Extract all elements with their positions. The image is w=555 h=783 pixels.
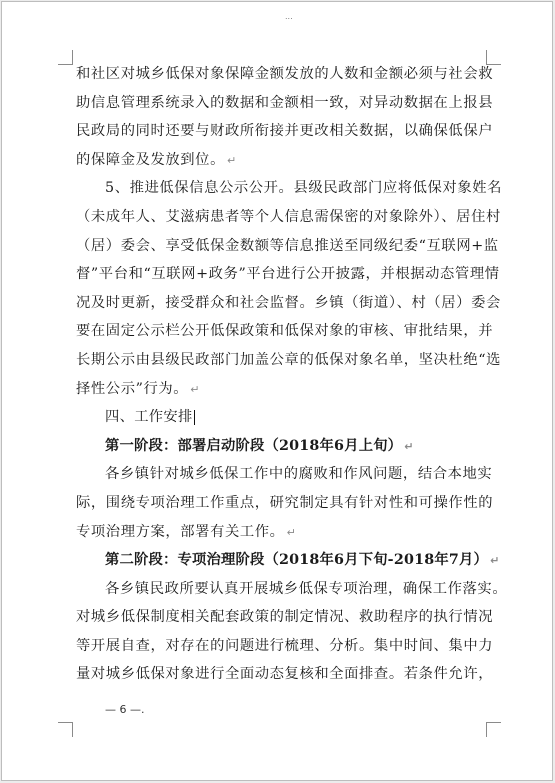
page-number: — 6 —. [105,703,145,716]
text-line [76,317,494,346]
phase-heading [76,432,488,461]
document-body[interactable] [76,60,508,689]
line-text: 等开展自查，对存在的问题进行梳理、分析。集中时间、集中力 [76,637,494,654]
text-line [76,289,501,318]
paragraph-mark-icon: ↵ [226,153,237,167]
text-line [76,603,494,632]
document-page [1,1,553,781]
line-text: 况及时更新，接受群众和社会监督。乡镇（街道）、村（居）委会 [76,294,501,311]
line-text: 长期公示由县级民政部门加盖公章的低保对象名单，坚决杜绝“选 [76,351,502,368]
header-mark: ... [285,12,293,21]
text-line [76,117,494,146]
line-text: 督”平台和“互联网+政务”平台进行公开披露，并根据动态管理情 [76,266,500,283]
text-line [76,575,508,604]
text-line [76,375,488,404]
crop-mark-bottom-left [58,722,73,737]
line-text: 对城乡低保制度相关配套政策的制定情况、救助程序的执行情况 [76,609,494,626]
paragraph-mark-icon: ↵ [404,439,414,453]
line-text: 和社区对城乡低保对象保障金额发放的人数和金额必须与社会救 [76,66,494,82]
line-text: 第二阶段：专项治理阶段（2018年6月下旬-2018年7月） [105,552,489,569]
text-line [76,89,494,118]
line-text: 际，围绕专项治理工作重点，研究制定具有针对性和可操作性的 [76,494,494,511]
line-text: 各乡镇针对城乡低保工作中的腐败和作风问题，结合本地实 [105,466,493,483]
section-heading [76,403,488,432]
line-text: 的保障金及发放到位。 [76,151,225,168]
line-text: 四、工作安排 [105,409,193,426]
text-line [76,346,502,375]
text-line [76,518,488,547]
line-text: 量对城乡低保对象进行全面动态复核和全面排查。若条件允许， [76,666,494,683]
crop-mark-bottom-right [486,722,501,737]
text-line [76,146,488,175]
line-text: （居）委会、享受低保金数额等信息推送至同级纪委“互联网+监 [76,237,499,254]
paragraph-mark-icon: ↵ [490,554,500,568]
text-line [76,174,503,203]
crop-mark-top-left [58,50,73,65]
text-line [76,232,499,261]
line-text: 专项治理方案，部署有关工作。 [76,523,285,540]
paragraph-mark-icon: ↵ [190,382,200,396]
phase-heading [76,546,500,575]
paragraph-mark-icon: ↵ [286,525,296,539]
line-text: 第一阶段：部署启动阶段（2018年6月上旬） [105,437,403,454]
line-text: 要在固定公示栏公开低保政策和低保对象的审核、审批结果，并 [76,323,494,340]
line-text: 民政局的同时还要与财政所衔接并更改相关数据，以确保低保户 [76,123,494,140]
text-line [76,489,494,518]
line-text: 择性公示”行为。 [76,380,189,397]
line-text: 各乡镇民政所要认真开展城乡低保专项治理，确保工作落实。 [105,580,508,597]
line-text: 助信息管理系统录入的数据和金额相一致，对异动数据在上报县 [76,94,494,111]
text-cursor [194,410,195,425]
text-line [76,632,494,661]
crop-mark-top-right [486,50,501,65]
text-line [76,60,494,89]
text-line [76,203,501,232]
line-text: 5、推进低保信息公示公开。县级民政部门应将低保对象姓名 [105,180,503,197]
text-line [76,460,493,489]
line-text: （未成年人、艾滋病患者等个人信息需保密的对象除外）、居住村 [76,208,501,225]
text-line [76,660,494,689]
text-line [76,260,500,289]
